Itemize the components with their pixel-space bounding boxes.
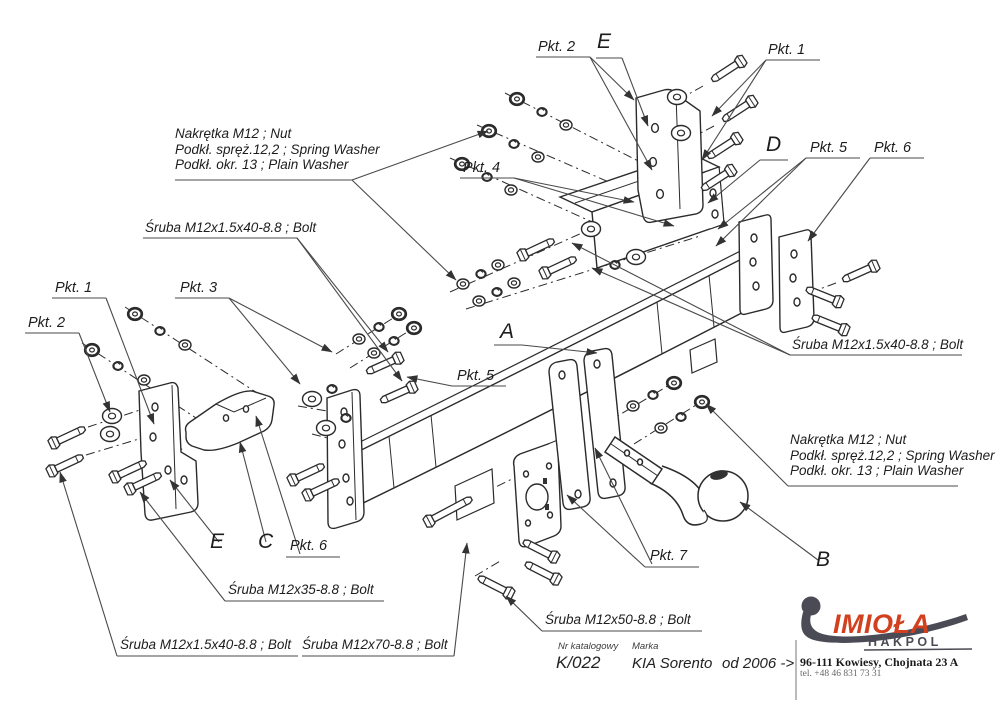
logo-brand-text: IMIOŁA [833, 609, 931, 639]
part-label-d: D [766, 133, 782, 156]
company-phone: tel. +48 46 831 73 31 [800, 669, 882, 679]
logo-underline [864, 649, 972, 650]
part-label-e-top: E [597, 30, 612, 53]
side-mount-plate [779, 230, 814, 333]
part-label-c: C [258, 530, 274, 553]
bracket-e-left [139, 383, 198, 521]
point-label-pkt2-left: Pkt. 2 [28, 315, 66, 331]
callout-line: Podkł. okr. 13 ; Plain Washer [175, 157, 349, 172]
callout-line: Podkł. spręż.12,2 ; Spring Washer [790, 447, 995, 463]
part-label-b: B [816, 548, 831, 571]
point-label-pkt6-right: Pkt. 6 [874, 140, 912, 156]
callout-bolt-m12x40-topleft: Śruba M12x1.5x40-8.8 ; Bolt [145, 220, 317, 235]
point-label-pkt5-right: Pkt. 5 [810, 140, 848, 156]
callout-bolt-m12x50: Śruba M12x50-8.8 ; Bolt [545, 612, 691, 627]
callout-bolt-m12x70: Śruba M12x70-8.8 ; Bolt [302, 637, 448, 652]
callout-line: Podkł. spręż.12,2 ; Spring Washer [175, 141, 380, 157]
catalog-number-label: Nr katalogowy [558, 641, 619, 652]
point-label-pkt1-top: Pkt. 1 [768, 42, 806, 58]
callout-bolt-m12x40-bottom: Śruba M12x1.5x40-8.8 ; Bolt [120, 637, 292, 652]
brand-label: Marka [632, 641, 659, 652]
beam-left-end-plate [327, 390, 364, 529]
logo-division-text: HAKPOL [868, 635, 942, 649]
part-label-a: A [500, 320, 515, 343]
callout-bolt-m12x35: Śruba M12x35-8.8 ; Bolt [228, 582, 374, 597]
bracket-e-top [636, 90, 703, 223]
part-label-e-bottom: E [210, 530, 225, 553]
callout-line: Podkł. okr. 13 ; Plain Washer [790, 463, 964, 478]
point-label-pkt5-mid: Pkt. 5 [457, 368, 495, 384]
catalog-number-value: K/022 [556, 653, 601, 672]
point-label-pkt3: Pkt. 3 [180, 280, 218, 296]
beam-right-end-plate [739, 215, 773, 315]
year-range-value: od 2006 -> [722, 655, 795, 672]
logo [801, 597, 972, 651]
bracket-c [186, 391, 275, 450]
callout-bolt-m12x40-right: Śruba M12x1.5x40-8.8 ; Bolt [792, 337, 964, 352]
fasteners [45, 54, 881, 601]
callout-line: Nakrętka M12 ; Nut [175, 126, 292, 141]
point-label-pkt1-left: Pkt. 1 [55, 280, 93, 296]
point-label-pkt6-bottom: Pkt. 6 [290, 538, 328, 554]
callout-nut-washer-left [175, 126, 380, 173]
callout-nut-washer-right [790, 432, 995, 479]
point-label-pkt7: Pkt. 7 [650, 548, 688, 564]
point-label-pkt4: Pkt. 4 [463, 160, 501, 176]
point-label-pkt2-top: Pkt. 2 [538, 39, 576, 55]
company-address: 96-111 Kowiesy, Chojnata 23 A [800, 655, 959, 669]
brand-value: KIA Sorento [632, 655, 713, 672]
callout-line: Nakrętka M12 ; Nut [790, 432, 907, 447]
socket-plate [514, 439, 563, 547]
